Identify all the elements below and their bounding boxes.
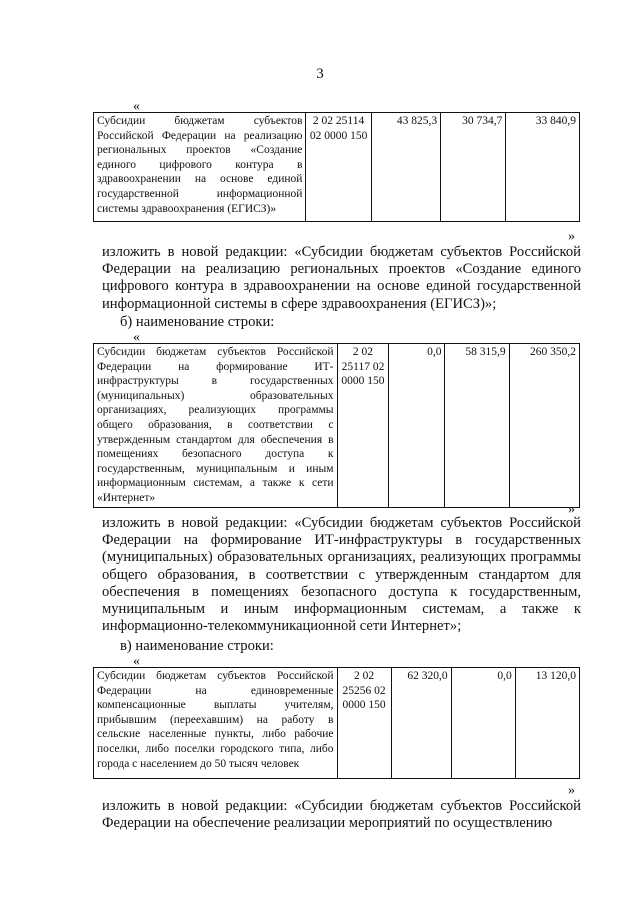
close-quote: » xyxy=(568,229,575,244)
close-quote: » xyxy=(568,783,575,798)
label-b: б) наименование строки: xyxy=(120,314,275,330)
paragraph-3: изложить в новой редакции: «Субсидии бюджетам субъектов Российской Федерации на обеспечение реализации мероприятий по осуществлению xyxy=(102,798,581,832)
row-value-2: 30 734,7 xyxy=(441,113,506,222)
table-row-3 xyxy=(93,667,580,779)
row-code: 2 02 25117 02 0000 150 xyxy=(337,344,389,508)
row-value-3: 33 840,9 xyxy=(506,113,580,222)
row-name: Субсидии бюджетам субъектов Российской Федерации на реализацию региональных проектов «Создание единого цифрового контура в здравоохранении на основе единой государственной информационной системы здравоохранения (ЕГИСЗ)» xyxy=(94,113,306,222)
row-value-3: 260 350,2 xyxy=(509,344,579,508)
row-code: 2 02 25114 02 0000 150 xyxy=(306,113,371,222)
row-name: Субсидии бюджетам субъектов Российской Федерации на единовременные компенсационные выплаты учителям, прибывшим (переехавшим) на работу в сельские населенные пункты, либо рабочие поселки, либо поселки городского типа, либо города с населением до 50 тысяч человек xyxy=(94,668,338,779)
label-v: в) наименование строки: xyxy=(120,638,274,654)
row-value-1: 43 825,3 xyxy=(371,113,440,222)
open-quote: « xyxy=(133,330,140,345)
open-quote: « xyxy=(133,654,140,669)
paragraph-1: изложить в новой редакции: «Субсидии бюджетам субъектов Российской Федерации на реализацию региональных проектов «Создание единого цифрового контура в здравоохранении на основе единой государственной информационной системы в сфере здравоохранения (ЕГИСЗ)»; xyxy=(102,244,581,312)
row-name: Субсидии бюджетам субъектов Российской Федерации на формирование ИТ-инфраструктуры в государственных (муниципальных) образовательных организациях, реализующих программы общего образования, в соответствии с утвержденным стандартом для обеспечения в помещениях безопасного доступа к государственным, муниципальным и иным информационным системам, а также к сети «Интернет» xyxy=(94,344,338,508)
paragraph-2: изложить в новой редакции: «Субсидии бюджетам субъектов Российской Федерации на формирование ИТ-инфраструктуры в государственных (муниципальных) образовательных организациях, реализующих программы общего образования, в соответствии с утвержденным стандартом для обеспечения в помещениях безопасного доступа к государственным, муниципальным и иным информационным системам, а также к информационно-телекоммуникационной сети Интернет»; xyxy=(102,515,581,635)
table-row-2 xyxy=(93,343,580,508)
row-value-1: 0,0 xyxy=(389,344,445,508)
row-value-1: 62 320,0 xyxy=(391,668,451,779)
page-number: 3 xyxy=(316,66,324,82)
open-quote: « xyxy=(133,99,140,114)
row-value-2: 0,0 xyxy=(451,668,515,779)
row-value-2: 58 315,9 xyxy=(445,344,509,508)
close-quote: » xyxy=(568,502,575,517)
row-code: 2 02 25256 02 0000 150 xyxy=(337,668,391,779)
table-row-1 xyxy=(93,112,580,222)
row-value-3: 13 120,0 xyxy=(515,668,579,779)
